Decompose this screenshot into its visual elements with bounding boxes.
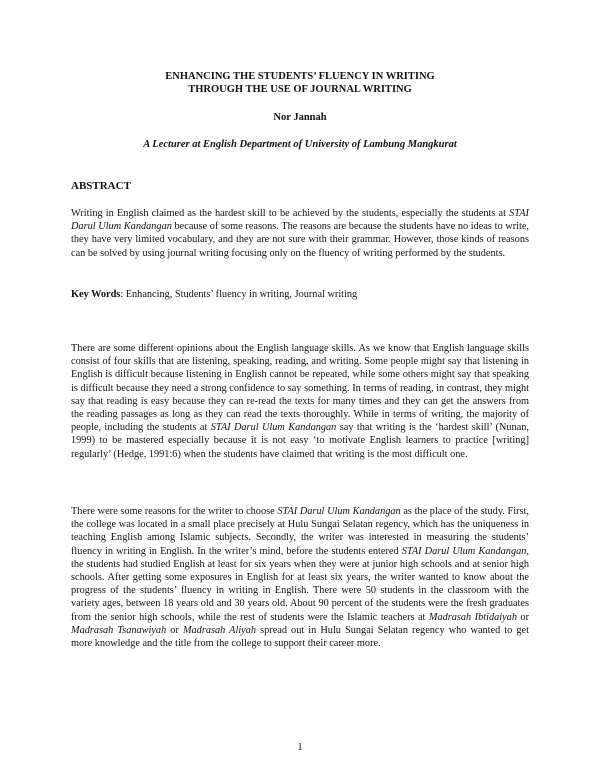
italic-text-run: Madrasah Tsanawiyah bbox=[71, 624, 167, 636]
italic-text-run: STAI Darul Ulum Kandangan bbox=[401, 545, 527, 557]
italic-text-run: STAI Darul Ulum Kandangan bbox=[277, 506, 401, 517]
text-run: or bbox=[516, 611, 530, 623]
page-number: 1 bbox=[297, 742, 303, 753]
italic-text-run: STAI Darul Ulum Kandangan bbox=[71, 208, 529, 233]
title-line-2: THROUGH THE USE OF JOURNAL WRITING bbox=[188, 84, 412, 95]
text-run: There are some different opinions about the English language skills. As we know that English language skills consist of four skills that are listening, speaking, reading, and writing. Some people might say that listening in English is difficult because listening in English cannot be repeated, while some others might say that speaking is difficult because they need a strong confidence to say something. In terms of reading, in contrast, they might say that reading is easy because they can re-read the texts for many times and they can get the answers from the reading passages as long as they can read the texts thoroughly. While in terms of writing, the majority of people, including the students at bbox=[71, 343, 529, 434]
author-affiliation: A Lecturer at English Department of University of Lambung Mangkurat bbox=[143, 139, 457, 150]
italic-text-run: Madrasah Aliyah bbox=[182, 624, 257, 636]
text-run: or bbox=[166, 624, 183, 636]
title-line-1: ENHANCING THE STUDENTS’ FLUENCY IN WRITING bbox=[165, 71, 435, 82]
italic-text-run: STAI Darul Ulum Kandangan bbox=[210, 422, 337, 434]
text-run: say that writing is the ‘hardest skill’ (Nunan, 1999) to be mastered especially because it is not easy ‘to motivate English learners to practice [writing] regularly’ (Hedge, 1991:6) when the students have claimed that writing is the most difficult one. bbox=[71, 422, 529, 460]
text-run: , the students had studied English at least for six years when they were at junior high schools and at senior high schools. After getting some exposures in English for at least six years, the writer wanted to know about the progress of the students’ fluency in writing in English. There were 50 students in the classroom with the variety ages, between 18 years old and 30 years old. About 90 percent of the students were the fresh graduates from the senior high schools, while the rest of students were the Islamic teachers at bbox=[71, 545, 529, 623]
italic-text-run: Madrasah Ibtidaiyah bbox=[428, 611, 517, 623]
keywords-label: Key Words bbox=[71, 289, 121, 300]
abstract-paragraph bbox=[71, 207, 529, 260]
text-run: spread out in Hulu Sungai Selatan regency who wanted to get more knowledge and the title from the college to support their career more. bbox=[71, 624, 529, 650]
author-name: Nor Jannah bbox=[273, 112, 327, 123]
keywords-line bbox=[71, 288, 357, 301]
text-run: Writing in English claimed as the hardest skill to be achieved by the students, especially the students at bbox=[71, 208, 510, 219]
text-run: because of some reasons. The reasons are because the students have no ideas to write, they have very limited vocabulary, and they are not sure with their grammar. However, those kinds of reasons can be solved by using journal writing focusing only on the fluency of writing performed by the students. bbox=[71, 221, 529, 259]
body-paragraph-2 bbox=[71, 505, 529, 650]
abstract-heading: ABSTRACT bbox=[71, 180, 131, 192]
paper-title bbox=[70, 70, 530, 96]
text-run: as the place of the study. First, the college was located in a small place precisely at Hulu Sungai Selatan regency, which has the uniqueness in teaching English among Islamic subjects. Secondly, the writer was interested in measuring the students’ fluency in writing in English. In the writer’s mind, before the students entered bbox=[71, 506, 529, 557]
keywords-text: : Enhancing, Students’ fluency in writing, Journal writing bbox=[120, 289, 358, 300]
body-paragraph-1 bbox=[71, 342, 529, 461]
text-run: There were some reasons for the writer to choose bbox=[71, 506, 278, 517]
